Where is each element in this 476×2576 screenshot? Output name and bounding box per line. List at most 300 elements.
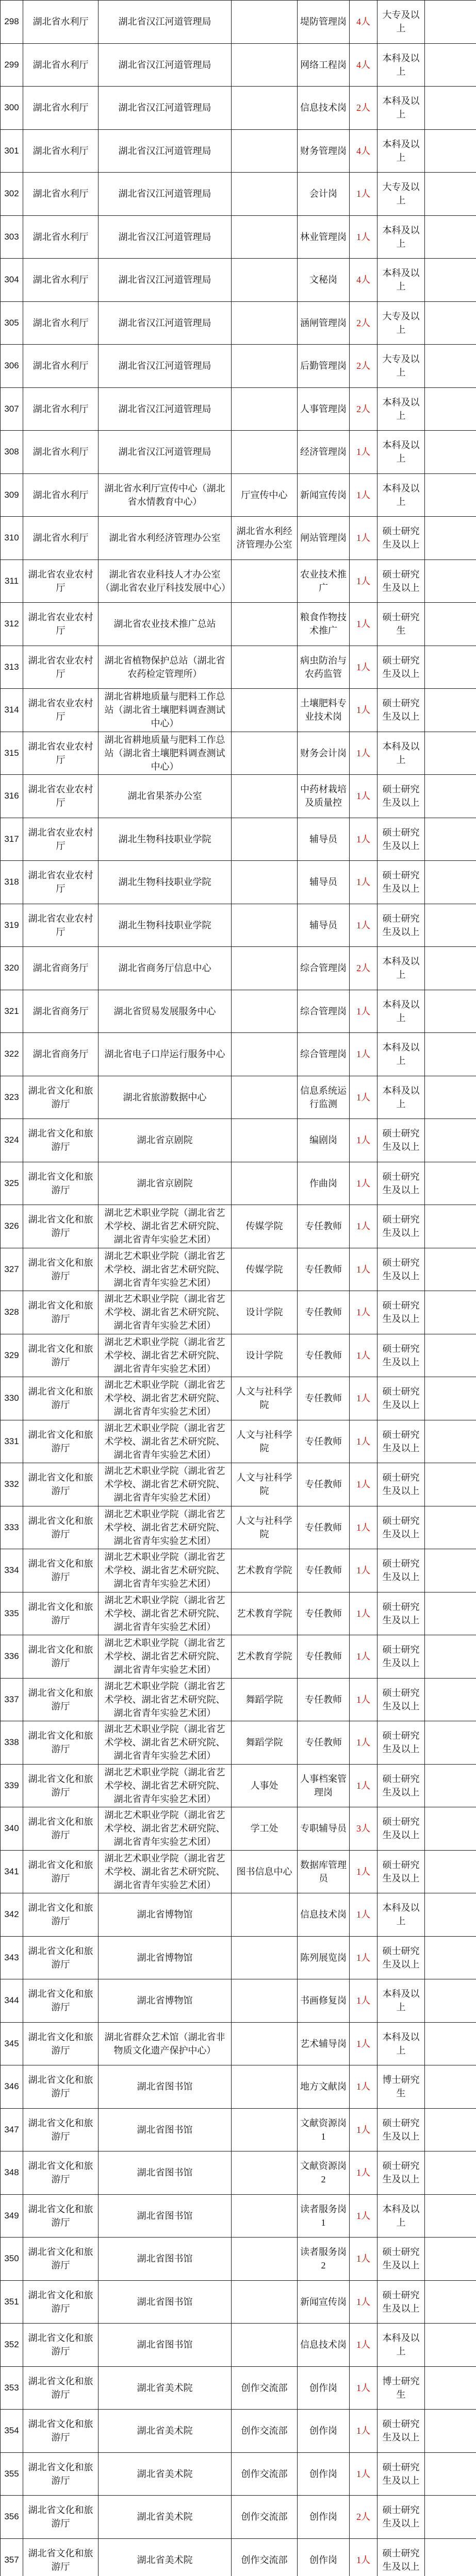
department-cell: 设计学院	[232, 1291, 298, 1334]
employing-unit-cell: 湖北生物科技职业学院	[99, 861, 232, 904]
employing-unit-cell: 湖北省汉江河道管理局	[99, 129, 232, 173]
row-number-cell: 352	[1, 2324, 23, 2367]
agency-name-cell: 湖北省文化和旅游厅	[23, 1936, 99, 1979]
table-row	[1, 301, 476, 345]
row-number-cell: 320	[1, 947, 23, 990]
education-requirement-cell: 硕士研究生及以上	[377, 689, 425, 732]
agency-name-cell: 湖北省农业农村厅	[23, 603, 99, 646]
agency-name-cell: 湖北省农业农村厅	[23, 904, 99, 947]
remarks-cell	[425, 1076, 476, 1119]
employing-unit-cell: 湖北省汉江河道管理局	[99, 345, 232, 388]
department-cell: 舞蹈学院	[232, 1678, 298, 1721]
table-row	[1, 1291, 476, 1334]
education-requirement-cell: 本科及以上	[377, 1076, 425, 1119]
position-name-cell: 辅导员	[298, 861, 350, 904]
position-name-cell: 数据库管理员	[298, 1850, 350, 1893]
agency-name-cell: 湖北省文化和旅游厅	[23, 2410, 99, 2453]
remarks-cell	[425, 2538, 476, 2576]
remarks-cell	[425, 2410, 476, 2453]
employing-unit-cell: 湖北省图书馆	[99, 2108, 232, 2151]
row-number-cell: 353	[1, 2366, 23, 2410]
table-row	[1, 2496, 476, 2539]
agency-name-cell: 湖北省水利厅	[23, 387, 99, 431]
position-name-cell: 闸站管理岗	[298, 517, 350, 560]
employing-unit-cell: 湖北省汉江河道管理局	[99, 215, 232, 259]
remarks-cell	[425, 775, 476, 818]
remarks-cell	[425, 603, 476, 646]
remarks-cell	[425, 1721, 476, 1765]
employing-unit-cell: 湖北省农业科技人才办公室（湖北省农业厅科技发展中心）	[99, 560, 232, 603]
headcount-cell: 2人	[350, 2496, 377, 2539]
agency-name-cell: 湖北省文化和旅游厅	[23, 2280, 99, 2324]
employing-unit-cell: 湖北省汉江河道管理局	[99, 43, 232, 87]
employing-unit-cell: 湖北省美术院	[99, 2410, 232, 2453]
position-name-cell: 读者服务岗1	[298, 2194, 350, 2238]
position-name-cell: 专任教师	[298, 1678, 350, 1721]
table-row	[1, 689, 476, 732]
remarks-cell	[425, 259, 476, 302]
table-row	[1, 2366, 476, 2410]
position-name-cell: 后勤管理岗	[298, 345, 350, 388]
agency-name-cell: 湖北省文化和旅游厅	[23, 2108, 99, 2151]
education-requirement-cell: 硕士研究生及以上	[377, 2151, 425, 2195]
table-row	[1, 603, 476, 646]
row-number-cell: 325	[1, 1162, 23, 1205]
education-requirement-cell: 硕士研究生及以上	[377, 1592, 425, 1635]
row-number-cell: 327	[1, 1248, 23, 1291]
agency-name-cell: 湖北省水利厅	[23, 431, 99, 474]
department-cell	[232, 1162, 298, 1205]
table-row	[1, 1721, 476, 1765]
headcount-cell: 1人	[350, 732, 377, 775]
education-requirement-cell: 硕士研究生及以上	[377, 2238, 425, 2281]
remarks-cell	[425, 1334, 476, 1377]
agency-name-cell: 湖北省文化和旅游厅	[23, 2238, 99, 2281]
department-cell: 艺术教育学院	[232, 1549, 298, 1592]
education-requirement-cell: 本科及以上	[377, 990, 425, 1033]
employing-unit-cell: 湖北省电子口岸运行服务中心	[99, 1033, 232, 1076]
table-row	[1, 43, 476, 87]
position-name-cell: 专任教师	[298, 1635, 350, 1679]
education-requirement-cell: 硕士研究生及以上	[377, 775, 425, 818]
remarks-cell	[425, 1033, 476, 1076]
row-number-cell: 339	[1, 1764, 23, 1807]
table-row	[1, 1334, 476, 1377]
position-name-cell: 作曲岗	[298, 1162, 350, 1205]
headcount-cell: 1人	[350, 1678, 377, 1721]
headcount-cell: 1人	[350, 775, 377, 818]
education-requirement-cell: 硕士研究生及以上	[377, 1463, 425, 1506]
department-cell: 人文与社科学院	[232, 1463, 298, 1506]
remarks-cell	[425, 1635, 476, 1679]
department-cell: 人文与社科学院	[232, 1420, 298, 1463]
table-row	[1, 1635, 476, 1679]
table-row	[1, 1033, 476, 1076]
employing-unit-cell: 湖北艺术职业学院（湖北省艺术学校、湖北省艺术研究院、湖北省青年实验艺术团）	[99, 1721, 232, 1765]
table-row	[1, 2280, 476, 2324]
agency-name-cell: 湖北省文化和旅游厅	[23, 1291, 99, 1334]
position-name-cell: 中药材栽培及质量控	[298, 775, 350, 818]
remarks-cell	[425, 1807, 476, 1851]
employing-unit-cell: 湖北省汉江河道管理局	[99, 1, 232, 44]
agency-name-cell: 湖北省文化和旅游厅	[23, 2452, 99, 2496]
education-requirement-cell: 硕士研究生及以上	[377, 2496, 425, 2539]
position-name-cell: 专任教师	[298, 1592, 350, 1635]
agency-name-cell: 湖北省文化和旅游厅	[23, 1205, 99, 1248]
department-cell	[232, 1033, 298, 1076]
row-number-cell: 343	[1, 1936, 23, 1979]
row-number-cell: 305	[1, 301, 23, 345]
department-cell: 学工处	[232, 1807, 298, 1851]
headcount-cell: 1人	[350, 1291, 377, 1334]
remarks-cell	[425, 560, 476, 603]
employing-unit-cell: 湖北艺术职业学院（湖北省艺术学校、湖北省艺术研究院、湖北省青年实验艺术团）	[99, 1850, 232, 1893]
headcount-cell: 2人	[350, 947, 377, 990]
agency-name-cell: 湖北省文化和旅游厅	[23, 1162, 99, 1205]
employing-unit-cell: 湖北省群众艺术馆（湖北省非物质文化遗产保护中心）	[99, 2022, 232, 2065]
department-cell	[232, 345, 298, 388]
headcount-cell: 1人	[350, 904, 377, 947]
education-requirement-cell: 硕士研究生及以上	[377, 904, 425, 947]
education-requirement-cell: 硕士研究生及以上	[377, 2410, 425, 2453]
remarks-cell	[425, 43, 476, 87]
position-name-cell: 专任教师	[298, 1721, 350, 1765]
remarks-cell	[425, 2065, 476, 2109]
agency-name-cell: 湖北省文化和旅游厅	[23, 1506, 99, 1549]
position-name-cell: 土壤肥料专业技术岗	[298, 689, 350, 732]
position-name-cell: 新闻宣传岗	[298, 2280, 350, 2324]
agency-name-cell: 湖北省农业农村厅	[23, 689, 99, 732]
row-number-cell: 324	[1, 1119, 23, 1162]
agency-name-cell: 湖北省商务厅	[23, 990, 99, 1033]
headcount-cell: 1人	[350, 2022, 377, 2065]
education-requirement-cell: 硕士研究生及以上	[377, 1764, 425, 1807]
headcount-cell: 1人	[350, 1893, 377, 1937]
position-name-cell: 书画修复岗	[298, 1979, 350, 2023]
row-number-cell: 316	[1, 775, 23, 818]
employing-unit-cell: 湖北艺术职业学院（湖北省艺术学校、湖北省艺术研究院、湖北省青年实验艺术团）	[99, 1635, 232, 1679]
remarks-cell	[425, 473, 476, 517]
headcount-cell: 1人	[350, 560, 377, 603]
table-row	[1, 2151, 476, 2195]
table-row	[1, 646, 476, 689]
position-name-cell: 粮食作物技术推广	[298, 603, 350, 646]
headcount-cell: 1人	[350, 1635, 377, 1679]
education-requirement-cell: 本科及以上	[377, 1893, 425, 1937]
education-requirement-cell: 硕士研究生	[377, 603, 425, 646]
row-number-cell: 342	[1, 1893, 23, 1937]
employing-unit-cell: 湖北艺术职业学院（湖北省艺术学校、湖北省艺术研究院、湖北省青年实验艺术团）	[99, 1678, 232, 1721]
agency-name-cell: 湖北省文化和旅游厅	[23, 1377, 99, 1420]
row-number-cell: 347	[1, 2108, 23, 2151]
position-name-cell: 信息系统运行监测	[298, 1076, 350, 1119]
education-requirement-cell: 硕士研究生及以上	[377, 1635, 425, 1679]
employing-unit-cell: 湖北省旅游数据中心	[99, 1076, 232, 1119]
headcount-cell: 1人	[350, 689, 377, 732]
agency-name-cell: 湖北省文化和旅游厅	[23, 1721, 99, 1765]
employing-unit-cell: 湖北艺术职业学院（湖北省艺术学校、湖北省艺术研究院、湖北省青年实验艺术团）	[99, 1291, 232, 1334]
employing-unit-cell: 湖北省博物馆	[99, 1936, 232, 1979]
agency-name-cell: 湖北省文化和旅游厅	[23, 2366, 99, 2410]
agency-name-cell: 湖北省文化和旅游厅	[23, 1764, 99, 1807]
headcount-cell: 4人	[350, 1, 377, 44]
table-row	[1, 1678, 476, 1721]
position-name-cell: 信息技术岗	[298, 2324, 350, 2367]
department-cell	[232, 861, 298, 904]
employing-unit-cell: 湖北省图书馆	[99, 2065, 232, 2109]
headcount-cell: 1人	[350, 1592, 377, 1635]
row-number-cell: 314	[1, 689, 23, 732]
employing-unit-cell: 湖北省商务厅信息中心	[99, 947, 232, 990]
position-name-cell: 综合管理岗	[298, 947, 350, 990]
position-name-cell: 专任教师	[298, 1549, 350, 1592]
headcount-cell: 1人	[350, 1205, 377, 1248]
agency-name-cell: 湖北省水利厅	[23, 345, 99, 388]
education-requirement-cell: 本科及以上	[377, 2022, 425, 2065]
table-body	[1, 1, 476, 2576]
position-name-cell: 财务会计岗	[298, 732, 350, 775]
table-row	[1, 431, 476, 474]
position-name-cell: 创作岗	[298, 2410, 350, 2453]
department-cell: 人文与社科学院	[232, 1506, 298, 1549]
position-name-cell: 创作岗	[298, 2452, 350, 2496]
remarks-cell	[425, 1936, 476, 1979]
department-cell	[232, 2238, 298, 2281]
row-number-cell: 335	[1, 1592, 23, 1635]
employing-unit-cell: 湖北省京剧院	[99, 1119, 232, 1162]
agency-name-cell: 湖北省文化和旅游厅	[23, 2194, 99, 2238]
remarks-cell	[425, 1420, 476, 1463]
department-cell: 传媒学院	[232, 1205, 298, 1248]
headcount-cell: 2人	[350, 345, 377, 388]
department-cell	[232, 2151, 298, 2195]
row-number-cell: 326	[1, 1205, 23, 1248]
headcount-cell: 1人	[350, 2151, 377, 2195]
row-number-cell: 304	[1, 259, 23, 302]
position-name-cell: 地方文献岗	[298, 2065, 350, 2109]
position-name-cell: 辅导员	[298, 818, 350, 861]
education-requirement-cell: 本科及以上	[377, 732, 425, 775]
headcount-cell: 1人	[350, 861, 377, 904]
department-cell	[232, 129, 298, 173]
remarks-cell	[425, 1248, 476, 1291]
agency-name-cell: 湖北省农业农村厅	[23, 861, 99, 904]
row-number-cell: 309	[1, 473, 23, 517]
row-number-cell: 341	[1, 1850, 23, 1893]
employing-unit-cell: 湖北省贸易发展服务中心	[99, 990, 232, 1033]
remarks-cell	[425, 1506, 476, 1549]
headcount-cell: 1人	[350, 990, 377, 1033]
remarks-cell	[425, 1119, 476, 1162]
table-row	[1, 818, 476, 861]
position-name-cell: 信息技术岗	[298, 1893, 350, 1937]
education-requirement-cell: 本科及以上	[377, 1033, 425, 1076]
remarks-cell	[425, 1463, 476, 1506]
table-row	[1, 1, 476, 44]
headcount-cell: 1人	[350, 1162, 377, 1205]
employing-unit-cell: 湖北省博物馆	[99, 1979, 232, 2023]
department-cell: 舞蹈学院	[232, 1721, 298, 1765]
table-row	[1, 1850, 476, 1893]
row-number-cell: 302	[1, 173, 23, 216]
table-row	[1, 129, 476, 173]
headcount-cell: 1人	[350, 646, 377, 689]
department-cell	[232, 215, 298, 259]
headcount-cell: 1人	[350, 2065, 377, 2109]
agency-name-cell: 湖北省文化和旅游厅	[23, 1119, 99, 1162]
remarks-cell	[425, 129, 476, 173]
remarks-cell	[425, 1291, 476, 1334]
department-cell: 创作交流部	[232, 2496, 298, 2539]
position-name-cell: 编剧岗	[298, 1119, 350, 1162]
agency-name-cell: 湖北省农业农村厅	[23, 775, 99, 818]
table-row	[1, 1807, 476, 1851]
row-number-cell: 301	[1, 129, 23, 173]
row-number-cell: 317	[1, 818, 23, 861]
department-cell	[232, 904, 298, 947]
row-number-cell: 328	[1, 1291, 23, 1334]
education-requirement-cell: 硕士研究生及以上	[377, 1721, 425, 1765]
table-row	[1, 1119, 476, 1162]
position-name-cell: 专任教师	[298, 1291, 350, 1334]
agency-name-cell: 湖北省文化和旅游厅	[23, 1807, 99, 1851]
department-cell	[232, 2065, 298, 2109]
agency-name-cell: 湖北省水利厅	[23, 129, 99, 173]
headcount-cell: 1人	[350, 2238, 377, 2281]
position-name-cell: 陈列展览岗	[298, 1936, 350, 1979]
agency-name-cell: 湖北省文化和旅游厅	[23, 1248, 99, 1291]
agency-name-cell: 湖北省水利厅	[23, 1, 99, 44]
department-cell: 人文与社科学院	[232, 1377, 298, 1420]
table-row	[1, 1248, 476, 1291]
remarks-cell	[425, 1979, 476, 2023]
remarks-cell	[425, 1377, 476, 1420]
table-row	[1, 173, 476, 216]
agency-name-cell: 湖北省文化和旅游厅	[23, 2538, 99, 2576]
employing-unit-cell: 湖北艺术职业学院（湖北省艺术学校、湖北省艺术研究院、湖北省青年实验艺术团）	[99, 1420, 232, 1463]
education-requirement-cell: 硕士研究生及以上	[377, 818, 425, 861]
remarks-cell	[425, 2496, 476, 2539]
education-requirement-cell: 硕士研究生及以上	[377, 560, 425, 603]
education-requirement-cell: 博士研究生	[377, 2065, 425, 2109]
table-row	[1, 1463, 476, 1506]
table-row	[1, 904, 476, 947]
employing-unit-cell: 湖北省美术院	[99, 2366, 232, 2410]
employing-unit-cell: 湖北艺术职业学院（湖北省艺术学校、湖北省艺术研究院、湖北省青年实验艺术团）	[99, 1205, 232, 1248]
education-requirement-cell: 硕士研究生及以上	[377, 2280, 425, 2324]
remarks-cell	[425, 2022, 476, 2065]
department-cell	[232, 1893, 298, 1937]
employing-unit-cell: 湖北省农业技术推广总站	[99, 603, 232, 646]
position-name-cell: 读者服务岗2	[298, 2238, 350, 2281]
employing-unit-cell: 湖北艺术职业学院（湖北省艺术学校、湖北省艺术研究院、湖北省青年实验艺术团）	[99, 1248, 232, 1291]
position-name-cell: 文献资源岗2	[298, 2151, 350, 2195]
headcount-cell: 1人	[350, 1119, 377, 1162]
headcount-cell: 1人	[350, 1463, 377, 1506]
row-number-cell: 340	[1, 1807, 23, 1851]
education-requirement-cell: 硕士研究生及以上	[377, 1936, 425, 1979]
department-cell	[232, 1076, 298, 1119]
education-requirement-cell: 硕士研究生及以上	[377, 517, 425, 560]
remarks-cell	[425, 87, 476, 130]
department-cell	[232, 1979, 298, 2023]
headcount-cell: 1人	[350, 2538, 377, 2576]
row-number-cell: 299	[1, 43, 23, 87]
remarks-cell	[425, 2366, 476, 2410]
department-cell	[232, 818, 298, 861]
remarks-cell	[425, 2238, 476, 2281]
employing-unit-cell: 湖北省图书馆	[99, 2238, 232, 2281]
employing-unit-cell: 湖北省图书馆	[99, 2194, 232, 2238]
employing-unit-cell: 湖北艺术职业学院（湖北省艺术学校、湖北省艺术研究院、湖北省青年实验艺术团）	[99, 1463, 232, 1506]
table-row	[1, 1076, 476, 1119]
row-number-cell: 333	[1, 1506, 23, 1549]
position-name-cell: 经济管理岗	[298, 431, 350, 474]
education-requirement-cell: 本科及以上	[377, 387, 425, 431]
table-row	[1, 387, 476, 431]
department-cell	[232, 387, 298, 431]
education-requirement-cell: 硕士研究生及以上	[377, 1291, 425, 1334]
position-name-cell: 综合管理岗	[298, 990, 350, 1033]
row-number-cell: 356	[1, 2496, 23, 2539]
row-number-cell: 332	[1, 1463, 23, 1506]
department-cell	[232, 775, 298, 818]
agency-name-cell: 湖北省文化和旅游厅	[23, 1850, 99, 1893]
employing-unit-cell: 湖北生物科技职业学院	[99, 904, 232, 947]
position-name-cell: 人事管理岗	[298, 387, 350, 431]
employing-unit-cell: 湖北艺术职业学院（湖北省艺术学校、湖北省艺术研究院、湖北省青年实验艺术团）	[99, 1506, 232, 1549]
remarks-cell	[425, 1893, 476, 1937]
row-number-cell: 311	[1, 560, 23, 603]
row-number-cell: 321	[1, 990, 23, 1033]
agency-name-cell: 湖北省水利厅	[23, 473, 99, 517]
employing-unit-cell: 湖北艺术职业学院（湖北省艺术学校、湖北省艺术研究院、湖北省青年实验艺术团）	[99, 1549, 232, 1592]
department-cell	[232, 689, 298, 732]
department-cell: 传媒学院	[232, 1248, 298, 1291]
remarks-cell	[425, 990, 476, 1033]
remarks-cell	[425, 2280, 476, 2324]
department-cell	[232, 2194, 298, 2238]
remarks-cell	[425, 1678, 476, 1721]
employing-unit-cell: 湖北省植物保护总站（湖北省农药检定管理所）	[99, 646, 232, 689]
position-name-cell: 文献资源岗1	[298, 2108, 350, 2151]
department-cell	[232, 87, 298, 130]
agency-name-cell: 湖北省农业农村厅	[23, 818, 99, 861]
row-number-cell: 348	[1, 2151, 23, 2195]
row-number-cell: 345	[1, 2022, 23, 2065]
headcount-cell: 1人	[350, 1248, 377, 1291]
employing-unit-cell: 湖北省京剧院	[99, 1162, 232, 1205]
remarks-cell	[425, 1, 476, 44]
department-cell: 创作交流部	[232, 2452, 298, 2496]
position-name-cell: 病虫防治与农药监管	[298, 646, 350, 689]
agency-name-cell: 湖北省文化和旅游厅	[23, 1076, 99, 1119]
department-cell: 湖北省水利经济管理办公室	[232, 517, 298, 560]
department-cell	[232, 603, 298, 646]
remarks-cell	[425, 904, 476, 947]
employing-unit-cell: 湖北省美术院	[99, 2452, 232, 2496]
table-row	[1, 1506, 476, 1549]
education-requirement-cell: 硕士研究生及以上	[377, 1248, 425, 1291]
employing-unit-cell: 湖北省水利经济管理办公室	[99, 517, 232, 560]
employing-unit-cell: 湖北艺术职业学院（湖北省艺术学校、湖北省艺术研究院、湖北省青年实验艺术团）	[99, 1807, 232, 1851]
remarks-cell	[425, 2108, 476, 2151]
position-name-cell: 专任教师	[298, 1205, 350, 1248]
row-number-cell: 336	[1, 1635, 23, 1679]
row-number-cell: 330	[1, 1377, 23, 1420]
position-name-cell: 艺术辅导岗	[298, 2022, 350, 2065]
department-cell	[232, 259, 298, 302]
